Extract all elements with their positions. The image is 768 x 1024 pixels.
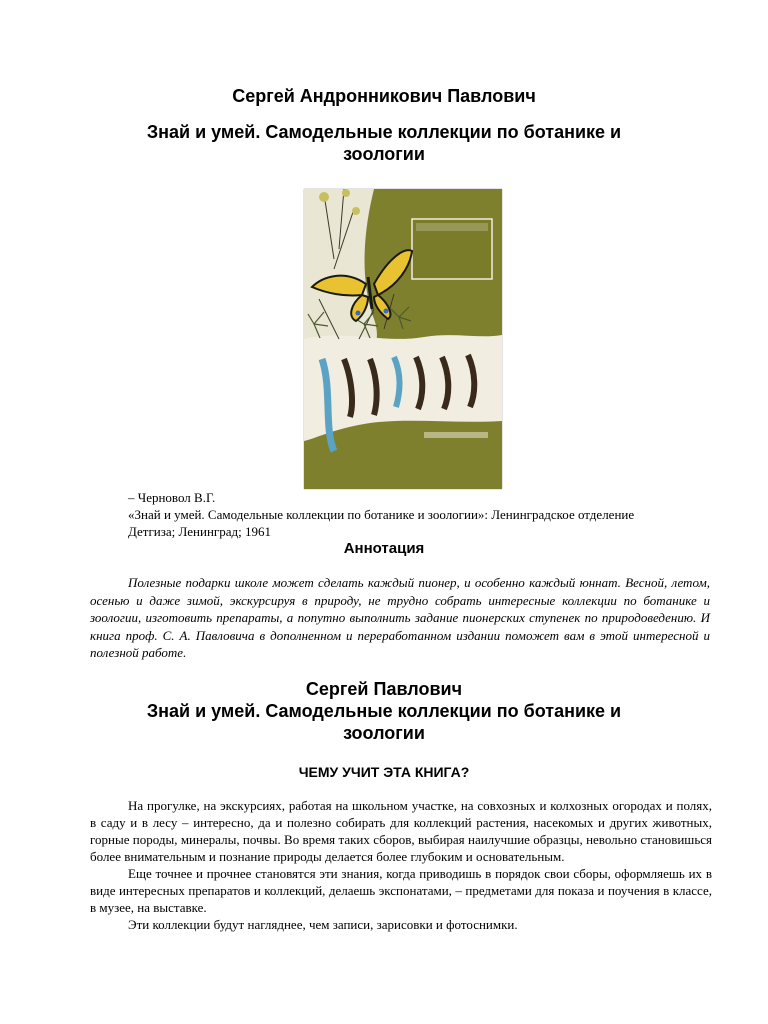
citation-text: «Знай и умей. Самодельные коллекции по ботанике и зоологии»: Ленинградское отделение Детгиза; Ленинград; 1961 <box>128 507 635 539</box>
annotation-text: Полезные подарки школе может сделать каждый пионер, и особенно каждый юннат. Весной, летом, осенью и даже зимой, экскурсируя в природу, не трудно собрать интересные коллекции по ботанике и зоологии, изготовить препараты, а попутно выполнить задание пионерских ступенек по природоведению. И книга проф. С. А. Павловича в дополненном и переработанном издании поможет вам в этой интересной и полезной работе. <box>90 575 710 660</box>
body-paragraph: Эти коллекции будут нагляднее, чем записи, зарисовки и фотоснимки. <box>128 917 518 932</box>
second-author-name: Сергей Павлович <box>305 679 463 699</box>
chapter-heading: ЧЕМУ УЧИТ ЭТА КНИГА? <box>298 764 470 780</box>
book-title: Знай и умей. Самодельные коллекции по ботанике и зоологии <box>146 122 622 164</box>
body-paragraph: На прогулке, на экскурсиях, работая на школьном участке, на совхозных и колхозных огородах и полях, в саду и в лесу – интересно, да и полезно собирать для коллекций растения, насекомых и других животных, горные породы, минералы, почвы. Во время таких сборов, выбирая наилучшие образцы, невольно становишься более внимательным и познание природы делается более глубоким и основательным. <box>90 798 712 864</box>
source-citation <box>104 506 684 540</box>
body-paragraph: Еще точнее и прочнее становятся эти знания, когда приводишь в порядок свои сборы, оформляешь их в виде интересных препаратов и коллекций, делаешь экспонатами, – предметами для показа и поучения в классе, в музее, на выставке. <box>90 866 712 915</box>
chapter-body <box>90 797 712 933</box>
author-name: Сергей Андронникович Павлович <box>232 86 536 106</box>
source-author-line: – Черновол В.Г. <box>128 490 216 505</box>
book-cover-image <box>304 189 502 489</box>
second-book-title: Знай и умей. Самодельные коллекции по ботанике и зоологии <box>146 701 622 743</box>
annotation-heading: Аннотация <box>343 540 425 557</box>
